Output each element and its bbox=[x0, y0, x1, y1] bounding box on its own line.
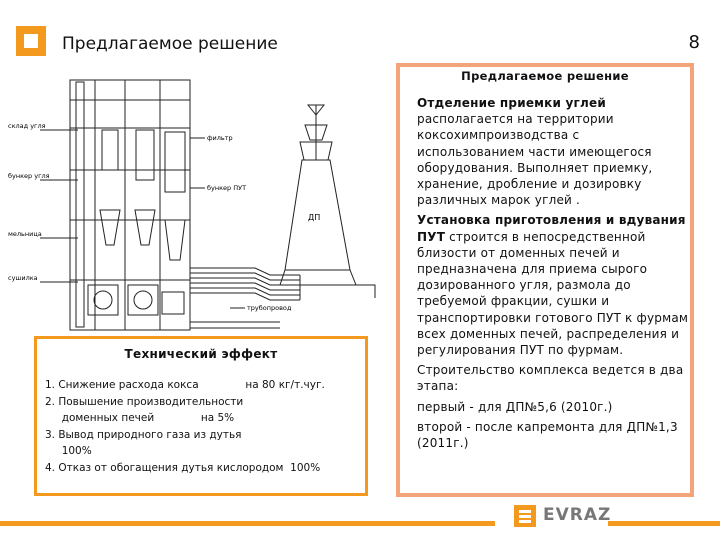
label-pipeline: трубопровод bbox=[247, 304, 292, 312]
list-item: 1. Снижение расхода кокса на 80 кг/т.чуг. bbox=[45, 379, 325, 391]
list-item: 100% bbox=[45, 445, 92, 457]
label-blast-furnace: ДП bbox=[308, 213, 321, 222]
label-mill: мельница bbox=[8, 230, 42, 238]
list-item: 3. Вывод природного газа из дутья bbox=[45, 428, 242, 441]
paragraph-coal-receiving: Отделение приемки углей располагается на территории коксохимпроизводства с использованием части имеющегося оборудования. Выполняет приемку, хранение, дробление и дозировку различных марок углей . bbox=[417, 96, 653, 208]
paragraph-construction: Строительство комплекса ведется в два этапа: bbox=[417, 363, 684, 394]
page-number: 8 bbox=[688, 32, 700, 53]
paragraph-put-installation: Установка приготовления и вдувания ПУТ строится в непосредственной близости от доменных печей и предназначена для приема сырого дозированного угля, размола до требуемой фракции, сушки и транспортировки готового ПУТ к фурмам всех доменных печей, распределения и регулирования ПУТ по фурмам. bbox=[417, 213, 689, 358]
label-coal-bunker: бункер угля bbox=[8, 172, 50, 180]
footer-accent-bar bbox=[0, 521, 495, 526]
label-dryer: сушилка bbox=[8, 274, 38, 282]
plant-schematic-diagram bbox=[0, 70, 392, 340]
page-title: Предлагаемое решение bbox=[62, 34, 278, 54]
technical-effect-panel bbox=[34, 336, 368, 496]
technical-effect-list bbox=[45, 377, 325, 476]
label-put-bunker: бункер ПУТ bbox=[207, 184, 247, 192]
proposed-solution-panel bbox=[396, 63, 694, 497]
logo-square-icon bbox=[16, 26, 46, 56]
evraz-logo-icon bbox=[514, 505, 536, 527]
brand-logo-text: EVRAZ bbox=[543, 505, 612, 525]
list-item: 4. Отказ от обогащения дутья кислородом 100% bbox=[45, 461, 321, 474]
paragraph-stage-one: первый - для ДП№5,6 (2010г.) bbox=[417, 399, 613, 414]
panel-body bbox=[417, 95, 689, 455]
label-coal-store: склад угля bbox=[8, 122, 46, 130]
footer-accent-bar-right bbox=[608, 521, 720, 526]
list-item: 2. Повышение производительности bbox=[45, 395, 244, 408]
paragraph-stage-two: второй - после капремонта для ДП№1,3 (2011г.) bbox=[417, 419, 678, 451]
list-item: доменных печей на 5% bbox=[45, 412, 235, 424]
label-filter: фильтр bbox=[207, 134, 233, 142]
panel-title: Предлагаемое решение bbox=[461, 69, 629, 83]
technical-effect-title: Технический эффект bbox=[124, 347, 278, 361]
